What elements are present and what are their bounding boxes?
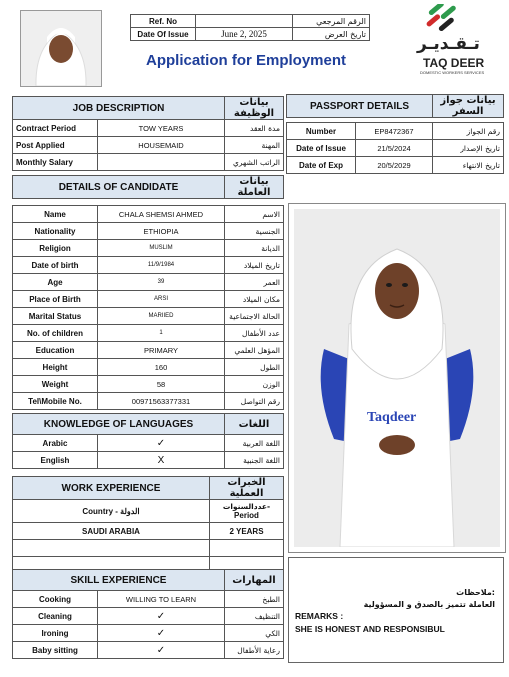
candidate-row-label-ar: تاريخ الميلاد [225,257,284,274]
passport-row-label: Date of Issue [287,140,356,157]
language-label: Arabic [13,435,98,452]
skill-row [13,591,284,608]
issue-date: June 2, 2025 [196,28,293,41]
remarks-label-ar: ملاحظات: [456,588,495,597]
candidate-photo-large-image [294,209,500,547]
candidate-row-value: ARSI [98,291,225,308]
candidate-row [13,308,284,325]
skill-value: ✓ [98,642,225,659]
language-value: X [98,452,225,469]
candidate-row-value: 1 [98,325,225,342]
skill-value: WILLING TO LEARN [98,591,225,608]
candidate-row-label: Education [13,342,98,359]
language-row [13,452,284,469]
candidate-row [13,240,284,257]
candidate-row-label: Weight [13,376,98,393]
candidate-row-label-ar: رقم التواصل [225,393,284,410]
logo-arabic: تـقـديـر [417,34,480,54]
skill-label: Cooking [13,591,98,608]
language-value: ✓ [98,435,225,452]
candidate-row-label: Tel\Mobile No. [13,393,98,410]
candidate-photo-small-image [21,11,101,86]
skill-label-ar: الكي [225,625,284,642]
candidate-row-label: Name [13,206,98,223]
candidate-row-value: 11/9/1984 [98,257,225,274]
candidate-photo-large [288,203,506,553]
work-country: SAUDI ARABIA [13,523,210,540]
candidate-row-label: No. of children [13,325,98,342]
work-col-period-ar: عددالسنوات- [222,502,271,511]
candidate-row-label-ar: عدد الأطفال [225,325,284,342]
language-label-ar: اللغة الجنبية [225,452,284,469]
candidate-row-label: Height [13,359,98,376]
work-experience-table [12,476,284,574]
candidate-row [13,325,284,342]
candidate-row-label: Date of birth [13,257,98,274]
candidate-row [13,359,284,376]
passport-row [287,140,504,157]
skills-table [12,569,284,659]
passport-row-value: 20/5/2029 [356,157,433,174]
candidate-row-label: Place of Birth [13,291,98,308]
candidate-photo-small [20,10,102,87]
candidate-row [13,393,284,410]
languages-title-ar: اللغات [225,414,284,435]
job-row [13,137,284,154]
candidate-row-value: 00971563377331 [98,393,225,410]
issue-label: Date Of Issue [131,28,196,41]
passport-table [286,94,504,174]
passport-row-value: 21/5/2024 [356,140,433,157]
job-row [13,120,284,137]
skill-label-ar: رعاية الأطفال [225,642,284,659]
skill-label-ar: الطبخ [225,591,284,608]
work-col-country: Country - الدولة [13,500,210,523]
skills-title-ar: المهارات [225,570,284,591]
skill-label: Baby sitting [13,642,98,659]
passport-title-ar: بيانات جواز السفر [433,95,504,118]
remarks-text-en: SHE IS HONEST AND RESPONSIBUL [295,624,445,634]
candidate-row-label: Age [13,274,98,291]
language-label-ar: اللغة العربية [225,435,284,452]
skill-label: Ironing [13,625,98,642]
work-title-ar: الخبرات العملية [210,477,284,500]
candidate-row-label-ar: الطول [225,359,284,376]
work-row [13,540,284,557]
candidate-row-label-ar: الاسم [225,206,284,223]
passport-row-label: Date of Exp [287,157,356,174]
candidate-row-label: Nationality [13,223,98,240]
candidate-row-label-ar: الديانة [225,240,284,257]
work-country [13,540,210,557]
candidate-row-value: CHALA SHEMSI AHMED [98,206,225,223]
issue-label-ar: تاريخ العرض [293,28,370,41]
job-row-value: HOUSEMAID [98,137,225,154]
reference-box [130,14,370,41]
remarks-box [288,557,504,663]
language-label: English [13,452,98,469]
candidate-row-value: 160 [98,359,225,376]
job-row [13,154,284,171]
passport-row-label: Number [287,123,356,140]
job-row-label: Contract Period [13,120,98,137]
job-title-ar: بيانات الوظيفة [225,97,284,120]
work-period [210,540,284,557]
passport-row [287,157,504,174]
logo-english: TAQ DEER [423,56,485,70]
remarks-label-en: REMARKS : [295,611,344,621]
passport-row-label-ar: تاريخ الانتهاء [433,157,504,174]
remarks-text-ar: العاملة تتميز بالصدق و المسؤولية [363,600,495,609]
candidate-row-label-ar: الجنسية [225,223,284,240]
candidate-title-ar: بيانات العاملة [225,176,284,199]
skill-value: ✓ [98,625,225,642]
candidate-row [13,274,284,291]
passport-row-label-ar: تاريخ الإصدار [433,140,504,157]
candidate-row [13,376,284,393]
candidate-title-en: DETAILS OF CANDIDATE [13,176,225,199]
candidate-row-label: Marital Status [13,308,98,325]
candidate-row-value: MUSLIM [98,240,225,257]
candidate-row-value: 58 [98,376,225,393]
candidate-row-label-ar: المؤهل العلمي [225,342,284,359]
candidate-row [13,206,284,223]
candidate-row-label-ar: مكان الميلاد [225,291,284,308]
job-row-label-ar: الراتب الشهري [225,154,284,171]
job-row-label-ar: مدة العقد [225,120,284,137]
taqdeer-logo [415,4,495,86]
candidate-row-value: PRIMARY [98,342,225,359]
logo-mark-icon [423,4,463,34]
skill-label: Cleaning [13,608,98,625]
work-period: 2 YEARS [210,523,284,540]
skill-row [13,642,284,659]
work-title-en: WORK EXPERIENCE [13,477,210,500]
candidate-row-value: ETHIOPIA [98,223,225,240]
passport-row-value: EP8472367 [356,123,433,140]
job-title-en: JOB DESCRIPTION [13,97,225,120]
ref-value [196,15,293,28]
passport-row [287,123,504,140]
candidate-row-label-ar: الوزن [225,376,284,393]
work-col-period-en: Period [234,511,259,520]
skill-row [13,625,284,642]
language-row [13,435,284,452]
job-description-table [12,96,284,171]
job-row-label-ar: المهنة [225,137,284,154]
job-row-value: TOW YEARS [98,120,225,137]
candidate-row-value: MARIIED [98,308,225,325]
candidate-row-label-ar: العمر [225,274,284,291]
logo-subtitle: DOMESTIC WORKERS SERVICES [420,70,485,75]
ref-label-ar: الرقم المرجعي [293,15,370,28]
candidate-details-table [12,175,284,410]
candidate-row [13,257,284,274]
candidate-row [13,342,284,359]
passport-row-label-ar: رقم الجواز [433,123,504,140]
candidate-row-label: Religion [13,240,98,257]
job-row-label: Monthly Salary [13,154,98,171]
job-row-label: Post Applied [13,137,98,154]
languages-title-en: KNOWLEDGE OF LANGUAGES [13,414,225,435]
languages-table [12,413,284,469]
candidate-row-value: 39 [98,274,225,291]
work-row [13,523,284,540]
skill-row [13,608,284,625]
work-col-period [210,500,284,523]
candidate-row-label-ar: الحالة الاجتماعية [225,308,284,325]
candidate-row [13,223,284,240]
ref-label: Ref. No [131,15,196,28]
skill-value: ✓ [98,608,225,625]
job-row-value [98,154,225,171]
skills-title-en: SKILL EXPERIENCE [13,570,225,591]
skill-label-ar: التنظيف [225,608,284,625]
candidate-row [13,291,284,308]
apron-logo-text: Taqdeer [367,410,417,425]
page-title: Application for Employment [146,52,347,69]
passport-title-en: PASSPORT DETAILS [287,95,433,118]
